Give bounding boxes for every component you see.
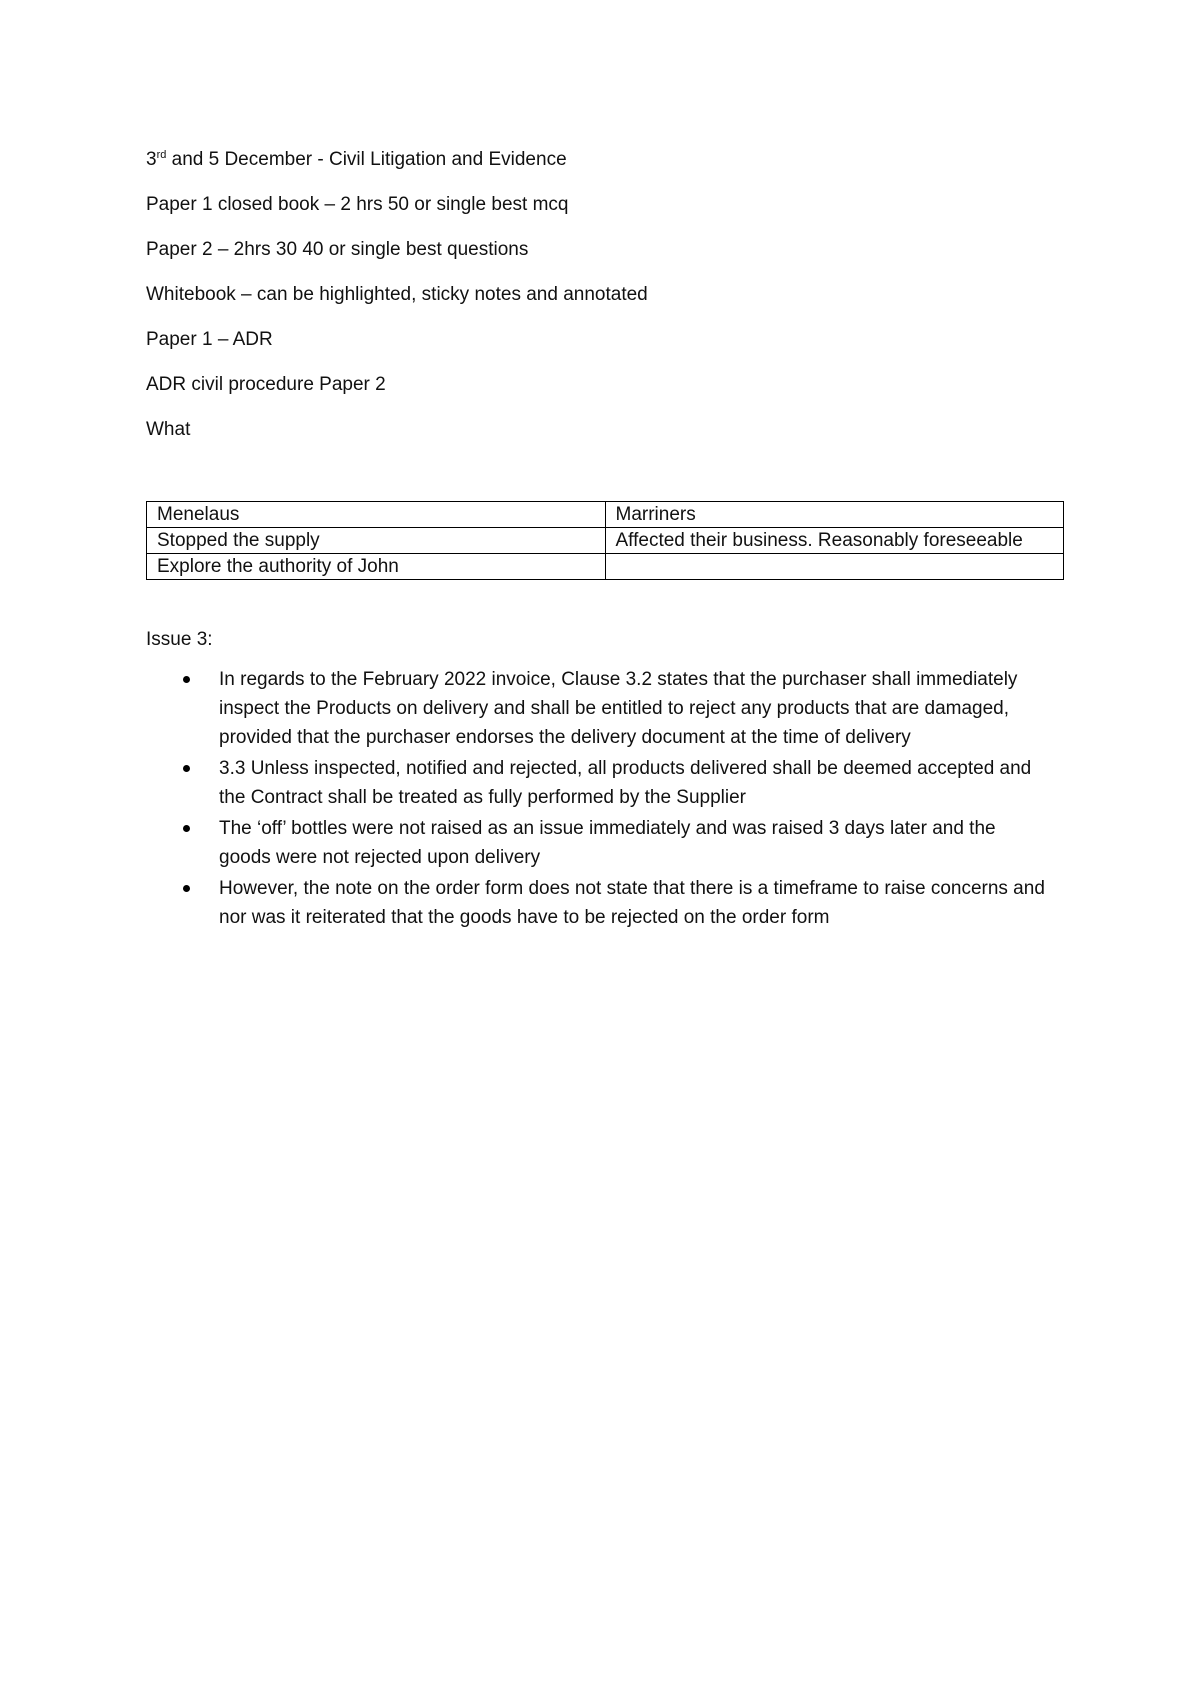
paper-2-line: Paper 2 – 2hrs 30 40 or single best questions xyxy=(146,239,529,260)
table-cell: Stopped the supply xyxy=(147,528,606,554)
date-line-text: and 5 December - Civil Litigation and Evidence xyxy=(166,149,567,170)
table-cell: Affected their business. Reasonably foreseeable xyxy=(605,528,1064,554)
adr-civil-procedure-line: ADR civil procedure Paper 2 xyxy=(146,374,386,395)
table-row xyxy=(147,528,1064,554)
bullet-icon xyxy=(183,676,190,683)
issue-heading: Issue 3: xyxy=(146,629,213,650)
table-row xyxy=(147,554,1064,580)
paper-1-adr-line: Paper 1 – ADR xyxy=(146,329,273,350)
list-item-text: The ‘off’ bottles were not raised as an issue immediately and was raised 3 days later and the goods were not rejected upon delivery xyxy=(219,818,996,868)
bullet-icon xyxy=(183,825,190,832)
parties-table xyxy=(146,501,1064,580)
paper-1-line: Paper 1 closed book – 2 hrs 50 or single best mcq xyxy=(146,194,569,215)
list-item xyxy=(146,665,1049,752)
bullet-icon xyxy=(183,885,190,892)
bullet-icon xyxy=(183,765,190,772)
list-item-text: 3.3 Unless inspected, notified and rejected, all products delivered shall be deemed accepted and the Contract shall be treated as fully performed by the Supplier xyxy=(219,758,1032,808)
table-cell xyxy=(605,554,1064,580)
list-item-text: In regards to the February 2022 invoice, Clause 3.2 states that the purchaser shall immediately inspect the Products on delivery and shall be entitled to reject any products that are damaged, provided that the purchaser endorses the delivery document at the time of delivery xyxy=(219,669,1018,748)
what-line: What xyxy=(146,419,191,440)
list-item xyxy=(146,754,1049,812)
table-row xyxy=(147,502,1064,528)
list-item xyxy=(146,814,1049,872)
table-cell: Menelaus xyxy=(147,502,606,528)
table-cell: Explore the authority of John xyxy=(147,554,606,580)
list-item xyxy=(146,874,1049,932)
whitebook-line: Whitebook – can be highlighted, sticky notes and annotated xyxy=(146,284,648,305)
date-number: 3 xyxy=(146,149,157,170)
list-item-text: However, the note on the order form does not state that there is a timeframe to raise concerns and nor was it reiterated that the goods have to be rejected on the order form xyxy=(219,878,1045,928)
table-cell: Marriners xyxy=(605,502,1064,528)
exam-date-line xyxy=(146,146,1066,173)
date-ordinal: rd xyxy=(156,149,167,161)
issue-bullet-list xyxy=(146,665,1066,932)
spacer xyxy=(146,461,1066,501)
document-body xyxy=(146,146,1066,934)
